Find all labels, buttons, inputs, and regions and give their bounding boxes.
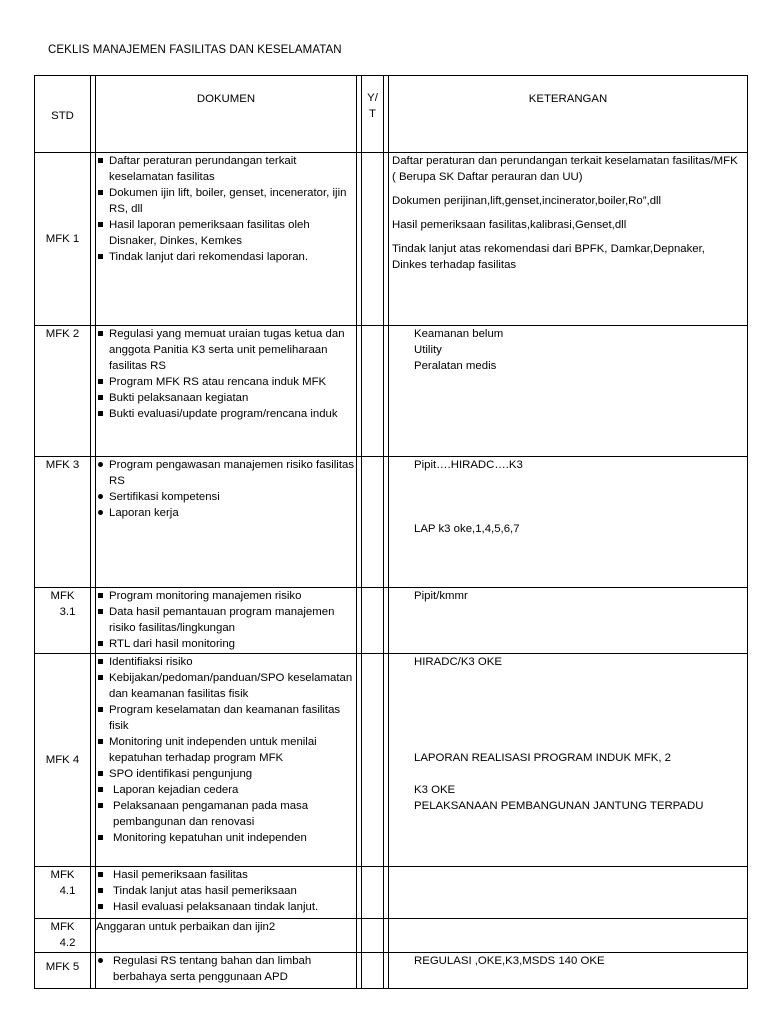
keterangan-cell <box>389 654 748 867</box>
keterangan-text: REGULASI ,OKE,K3,MSDS 140 OKE <box>414 955 605 967</box>
list-item: Regulasi yang memuat uraian tugas ketua dan anggota Panitia K3 serta unit pemeliharaan fasilitas RS <box>96 326 354 374</box>
list-item: Daftar peraturan perundangan terkait keselamatan fasilitas <box>96 153 354 185</box>
list-item: Tindak lanjut atas hasil pemeriksaan <box>96 883 354 899</box>
keterangan-cell <box>389 457 748 588</box>
keterangan-text: Peralatan medis <box>414 360 497 372</box>
list-item: Bukti pelaksanaan kegiatan <box>96 390 354 406</box>
list-item: Hasil evaluasi pelaksanaan tindak lanjut. <box>96 899 354 915</box>
dokumen-cell <box>96 457 357 588</box>
keterangan-text: K3 OKE <box>414 784 456 796</box>
dokumen-cell <box>96 588 357 654</box>
list-item: Laporan kerja <box>96 505 354 521</box>
table-row <box>35 953 748 989</box>
yt-cell[interactable] <box>362 654 384 867</box>
yt-cell[interactable] <box>362 457 384 588</box>
keterangan-text: HIRADC/K3 OKE <box>414 656 502 668</box>
table-row <box>35 588 748 654</box>
list-item: Program pengawasan manajemen risiko fasilitas RS <box>96 457 354 489</box>
list-item: RTL dari hasil monitoring <box>96 636 354 652</box>
yt-cell[interactable] <box>362 919 384 953</box>
list-item: Program monitoring manajemen risiko <box>96 588 354 604</box>
list-item: Monitoring kepatuhan unit independen <box>96 830 354 846</box>
std-cell: MFK 4.2 <box>35 919 91 953</box>
yt-cell[interactable] <box>362 953 384 989</box>
list-item: Data hasil pemantauan program manajemen risiko fasilitas/lingkungan <box>96 604 354 636</box>
yt-cell[interactable] <box>362 153 384 326</box>
checklist-table <box>34 75 748 989</box>
std-cell: MFK 5 <box>35 953 91 989</box>
list-item: Monitoring unit independen untuk menilai kepatuhan terhadap program MFK <box>96 734 354 766</box>
keterangan-cell <box>389 867 748 919</box>
keterangan-text: Keamanan belum <box>414 328 504 340</box>
keterangan-cell <box>389 919 748 953</box>
keterangan-text: Pipit/kmmr <box>414 590 468 602</box>
list-item: Dokumen ijin lift, boiler, genset, incenerator, ijin RS, dll <box>96 185 354 217</box>
dokumen-cell <box>96 326 357 457</box>
keterangan-cell <box>389 953 748 989</box>
keterangan-cell <box>389 326 748 457</box>
dokumen-text: Anggaran untuk perbaikan dan ijin2 <box>96 921 276 933</box>
list-item: Tindak lanjut dari rekomendasi laporan. <box>96 249 354 265</box>
document-title: CEKLIS MANAJEMEN FASILITAS DAN KESELAMATAN <box>48 44 342 56</box>
yt-cell[interactable] <box>362 867 384 919</box>
list-item: Program keselamatan dan keamanan fasilitas fisik <box>96 702 354 734</box>
list-item: Identifiaksi risiko <box>96 654 354 670</box>
header-dokumen: DOKUMEN <box>96 76 357 153</box>
list-item: SPO identifikasi pengunjung <box>96 766 354 782</box>
keterangan-cell <box>389 153 748 326</box>
keterangan-text: LAP k3 oke,1,4,5,6,7 <box>414 523 520 535</box>
list-item: Hasil laporan pemeriksaan fasilitas oleh Disnaker, Dinkes, Kemkes <box>96 217 354 249</box>
dokumen-cell <box>96 867 357 919</box>
keterangan-text: Tindak lanjut atas rekomendasi dari BPFK, Damkar,Depnaker, Dinkes terhadap fasilitas <box>392 243 705 271</box>
header-keterangan: KETERANGAN <box>389 76 748 153</box>
keterangan-text: Pipit….HIRADC….K3 <box>414 459 523 471</box>
dokumen-cell <box>96 919 357 953</box>
keterangan-text: Daftar peraturan dan perundangan terkait keselamatan fasilitas/MFK ( Berupa SK Daftar perauran dan UU) <box>392 155 738 183</box>
table-row <box>35 457 748 588</box>
table-row <box>35 153 748 326</box>
table-row <box>35 326 748 457</box>
dokumen-cell <box>96 654 357 867</box>
keterangan-text: Utility <box>414 344 442 356</box>
dokumen-cell <box>96 153 357 326</box>
yt-cell[interactable] <box>362 326 384 457</box>
list-item: Regulasi RS tentang bahan dan limbah berbahaya serta penggunaan APD <box>96 953 354 985</box>
std-cell: MFK 4 <box>35 654 91 867</box>
keterangan-text: Dokumen perijinan,lift,genset,incinerator,boiler,Ro”,dll <box>392 195 662 207</box>
list-item: Laporan kejadian cedera <box>96 782 354 798</box>
keterangan-cell <box>389 588 748 654</box>
std-cell: MFK 2 <box>35 326 91 457</box>
table-row <box>35 867 748 919</box>
header-yt: Y/ T <box>362 76 384 153</box>
std-cell: MFK 3 <box>35 457 91 588</box>
list-item: Sertifikasi kompetensi <box>96 489 354 505</box>
std-cell: MFK 4.1 <box>35 867 91 919</box>
std-cell: MFK 3.1 <box>35 588 91 654</box>
header-std: STD <box>35 76 91 153</box>
yt-cell[interactable] <box>362 588 384 654</box>
keterangan-text: PELAKSANAAN PEMBANGUNAN JANTUNG TERPADU <box>414 800 704 812</box>
list-item: Kebijakan/pedoman/panduan/SPO keselamatan dan keamanan fasilitas fisik <box>96 670 354 702</box>
dokumen-cell <box>96 953 357 989</box>
table-row <box>35 654 748 867</box>
table-row <box>35 919 748 953</box>
list-item: Bukti evaluasi/update program/rencana induk <box>96 406 354 422</box>
keterangan-text: LAPORAN REALISASI PROGRAM INDUK MFK, 2 <box>414 752 671 764</box>
std-cell: MFK 1 <box>35 153 91 326</box>
list-item: Hasil pemeriksaan fasilitas <box>96 867 354 883</box>
keterangan-text: Hasil pemeriksaan fasilitas,kalibrasi,Genset,dll <box>392 219 627 231</box>
list-item: Program MFK RS atau rencana induk MFK <box>96 374 354 390</box>
table-header-row <box>35 76 748 153</box>
list-item: Pelaksanaan pengamanan pada masa pembangunan dan renovasi <box>96 798 354 830</box>
